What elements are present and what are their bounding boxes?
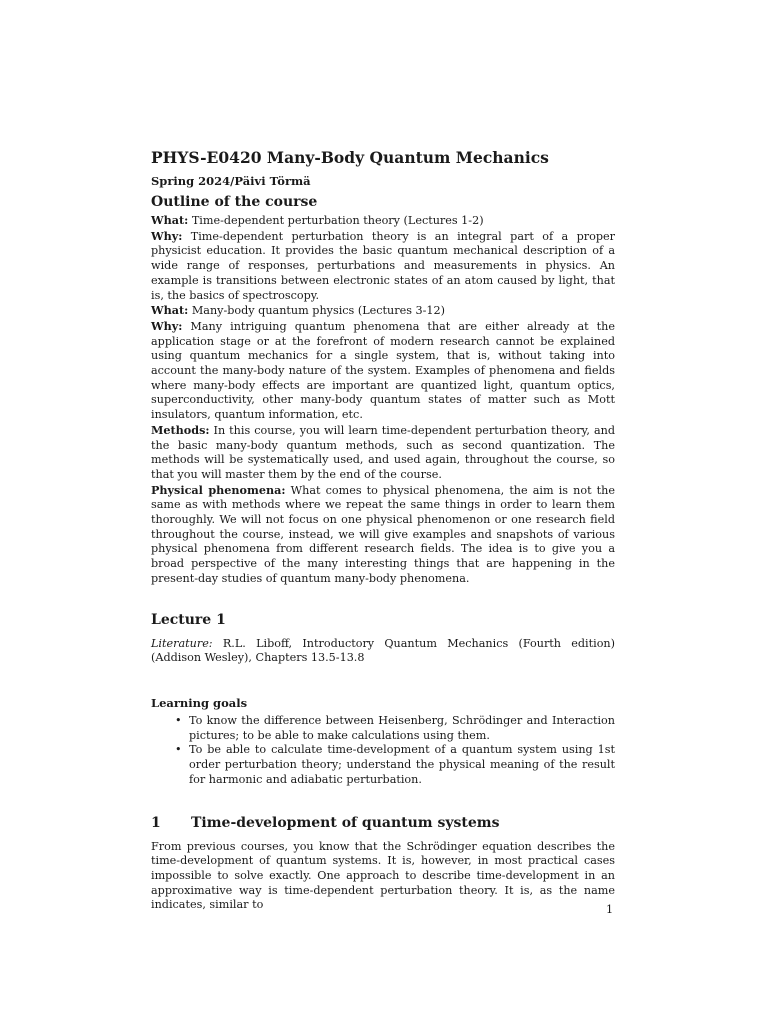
list-item: [175, 743, 615, 787]
why-label: Why:: [151, 318, 183, 333]
document-page: [151, 148, 615, 913]
why-paragraph-1: [151, 229, 615, 304]
document-title: PHYS-E0420 Many-Body Quantum Mechanics: [151, 148, 549, 167]
phenomena-label: Physical phenomena:: [151, 482, 286, 497]
methods-paragraph: [151, 423, 615, 483]
literature-label: Literature:: [151, 636, 213, 650]
lecture-heading: Lecture 1: [151, 611, 226, 628]
why-label: Why:: [151, 228, 183, 243]
what-label: What:: [151, 303, 189, 318]
page-number: 1: [606, 903, 614, 916]
section-heading: [151, 814, 615, 832]
methods-label: Methods:: [151, 422, 210, 437]
learning-goals-list: [151, 714, 615, 788]
phenomena-text: What comes to physical phenomena, the aim is not the same as with methods where we repeat the same things in order to learn them thoroughly. We will not focus on one physical phenomenon or one research field throughout the course, instead, we will give examples and snapshots of various physical phenomena from different research fields. The idea is to give you a broad perspective of the many interesting things that are happening in the present-day studies of quantum many-body phenomena.: [151, 483, 615, 585]
bullet-icon: •: [175, 743, 182, 757]
what-paragraph-1: [151, 213, 615, 229]
section-number: 1: [151, 814, 161, 831]
phenomena-paragraph: [151, 483, 615, 587]
goal-text: To know the difference between Heisenberg, Schrödinger and Interaction pictures; to be able to make calculations using them.: [189, 713, 615, 742]
goal-text: To be able to calculate time-development of a quantum system using 1st order perturbation theory; understand the physical meaning of the result for harmonic and adiabatic perturbation.: [189, 743, 615, 786]
literature-paragraph: [151, 637, 615, 666]
why-text: Many intriguing quantum phenomena that are either already at the application stage or at the forefront of modern research cannot be explained using quantum mechanics for a single system, that is, without taking into account the many-body nature of the system. Examples of phenomena and fields where many-body effects are important are quantized light, quantum optics, superconductivity, other many-body quantum states of matter such as Mott insulators, quantum information, etc.: [151, 319, 615, 422]
what-paragraph-2: [151, 303, 615, 319]
literature-text: R.L. Liboff, Introductory Quantum Mechanics (Fourth edition) (Addison Wesley), Chapters 13.5-13.8: [151, 636, 616, 665]
list-item: [175, 714, 615, 743]
why-paragraph-2: [151, 319, 615, 423]
what-label: What:: [151, 213, 189, 227]
learning-goals-heading: Learning goals: [151, 695, 248, 710]
why-text: Time-dependent perturbation theory is an integral part of a proper physicist education. It provides the basic quantum mechanical description of a wide range of responses, perturbations and measurements in physics. An example is transitions between electronic states of an atom caused by light, that is, the basics of spectroscopy.: [151, 229, 615, 302]
what-text: Time-dependent perturbation theory (Lectures 1-2): [191, 214, 484, 227]
outline-heading: Outline of the course: [151, 194, 318, 210]
section-paragraph: From previous courses, you know that the Schrödinger equation describes the time-development of quantum systems. It is, however, in most practical cases impossible to solve exactly. One approach to describe time-development in an approximative way is time-dependent perturbation theory. It is, as the name indicates, similar to: [151, 839, 615, 912]
what-text: Many-body quantum physics (Lectures 3-12): [191, 304, 446, 318]
section-title: Time-development of quantum systems: [191, 814, 500, 831]
document-subtitle: Spring 2024/Päivi Törmä: [151, 174, 311, 188]
bullet-icon: •: [175, 713, 182, 727]
methods-text: In this course, you will learn time-dependent perturbation theory, and the basic many-body quantum methods, such as second quantization. The methods will be systematically used, and used again, throughout the course, so that you will master them by the end of the course.: [151, 423, 615, 481]
